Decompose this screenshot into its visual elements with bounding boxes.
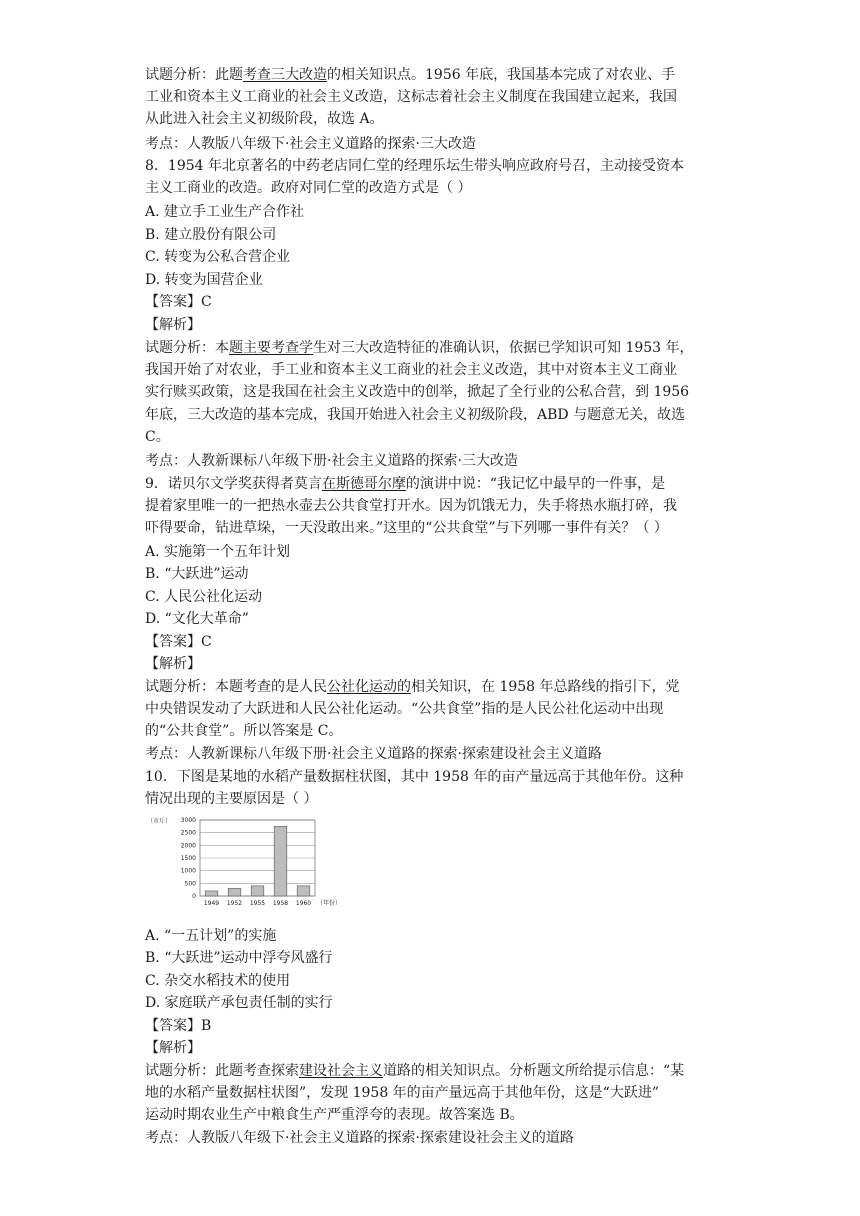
y-tick-label: 3000	[180, 817, 196, 824]
underlined-term: 题主要考查学	[229, 340, 313, 356]
bar-1949	[205, 891, 218, 896]
underlined-term: 在斯德哥尔摩	[321, 476, 406, 492]
q10-kaodian: 考点：人教版八年级下·社会主义道路的探索·探索建设社会主义的道路	[145, 1130, 574, 1146]
q10-option-b: B. “大跃进”运动中浮夸风盛行	[145, 950, 333, 966]
q8-option-b: B. 建立股份有限公司	[145, 227, 277, 243]
x-tick-label: 1958	[272, 900, 289, 907]
q7-analysis-line-1: 试题分析：此题考查三大改造的相关知识点。1956 年底，我国基本完成了对农业、手	[145, 67, 676, 83]
q9-option-b: B. “大跃进”运动	[145, 566, 249, 582]
q9-option-c: C. 人民公社化运动	[145, 589, 263, 605]
q9-analysis-line-1: 试题分析：本题考查的是人民公社化运动的相关知识，在 1958 年总路线的指引下，党	[145, 679, 680, 695]
q9-option-a: A. 实施第一个五年计划	[145, 544, 291, 560]
q10-analysis-line-3: 运动时期农业生产中粮食生产严重浮夸的表现。故答案选 B。	[145, 1107, 524, 1123]
underlined-term: 考查三大改造	[243, 67, 327, 83]
x-tick-label: 1960	[295, 900, 312, 907]
y-tick-label: 500	[184, 880, 196, 888]
q10-option-c: C. 杂交水稻技术的使用	[145, 973, 291, 989]
q7-analysis-line-2: 工业和资本主义工商业的社会主义改造，这标志着社会主义制度在我国建立起来，我国	[145, 89, 677, 105]
y-tick-label: 0	[192, 893, 196, 900]
bar-1960	[297, 886, 310, 896]
q8-answer: 【答案】C	[145, 294, 212, 310]
q9-kaodian: 考点：人教新课标八年级下册·社会主义道路的探索·探索建设社会主义道路	[145, 746, 602, 762]
q9-analysis-line-2: 中央错误发动了大跃进和人民公社化运动。“公共食堂”指的是人民公社化运动中出现	[145, 701, 664, 717]
q8-analysis-line-2: 我国开始了对农业，手工业和资本主义工商业的社会主义改造，其中对资本主义工商业	[145, 362, 677, 378]
bar-1955	[251, 886, 264, 896]
x-axis-label: （年份）	[317, 900, 341, 907]
q8-analysis-line-1: 试题分析：本题主要考查学生对三大改造特征的准确认识，依据已学知识可知 1953 年，	[145, 340, 694, 356]
y-tick-label: 2500	[180, 829, 196, 837]
underlined-term: 建设社会主义	[299, 1063, 383, 1079]
x-tick-label: 1952	[226, 900, 243, 907]
q10-option-a: A. “一五计划”的实施	[145, 928, 277, 944]
q9-answer: 【答案】C	[145, 634, 212, 650]
q10-answer: 【答案】B	[145, 1018, 212, 1034]
q10-stem-line-2: 情况出现的主要原因是（ ）	[145, 791, 318, 807]
underlined-term: 公社化运动的	[327, 679, 411, 695]
q8-analysis-heading: 【解析】	[145, 317, 201, 333]
q10-analysis-line-2: 地的水稻产量数据柱状图”，发现 1958 年的亩产量远高于其他年份，这是“大跃进”	[145, 1085, 659, 1101]
x-tick-label: 1949	[203, 900, 220, 907]
y-tick-label: 1500	[180, 855, 196, 862]
y-axis-label: （市斤）	[147, 818, 172, 825]
q9-stem-line-2: 提着家里唯一的一把热水壶去公共食堂打开水。因为饥饿无力，失手将热水瓶打碎，我	[145, 498, 677, 514]
q8-analysis-line-4: 年底，三大改造的基本完成，我国开始进入社会主义初级阶段，ABD 与题意无关，故选	[145, 407, 686, 423]
q8-kaodian: 考点：人教新课标八年级下册·社会主义道路的探索·三大改造	[145, 453, 518, 469]
x-tick-label: 1955	[249, 900, 266, 907]
q8-analysis-line-3: 实行赎买政策，这是我国在社会主义改造中的创举，掀起了全行业的公私合营，到 1956	[145, 384, 690, 400]
q10-option-d: D. 家庭联产承包责任制的实行	[145, 995, 333, 1011]
q7-analysis-line-3: 从此进入社会主义初级阶段，故选 A。	[145, 111, 384, 127]
q9-stem-line-3: 吓得要命，钻进草垛，一天没敢出来。”这里的“公共食堂”与下列哪一事件有关？（ ）	[145, 520, 668, 536]
q10-analysis-line-1: 试题分析：此题考查探索建设社会主义道路的相关知识点。分析题文所给提示信息：“某	[145, 1063, 685, 1079]
q7-kaodian: 考点：人教版八年级下·社会主义道路的探索·三大改造	[145, 136, 476, 152]
rice-yield-bar-chart	[145, 814, 341, 914]
q9-analysis-line-3: 的“公共食堂”。所以答案是 C。	[145, 723, 343, 739]
q8-stem-line-1: 8．1954 年北京著名的中药老店同仁堂的经理乐坛生带头响应政府号召，主动接受资本	[145, 158, 684, 174]
q8-analysis-line-5: C。	[145, 429, 170, 445]
q8-option-a: A. 建立手工业生产合作社	[145, 204, 305, 220]
q9-stem-line-1: 9．诺贝尔文学奖获得者莫言在斯德哥尔摩的演讲中说：“我记忆中最早的一件事，是	[145, 476, 666, 492]
y-tick-label: 1000	[180, 867, 196, 875]
bar-1958	[274, 826, 287, 896]
q8-option-d: D. 转变为国营企业	[145, 272, 263, 288]
q10-analysis-heading: 【解析】	[145, 1040, 201, 1056]
q10-stem-line-1: 10．下图是某地的水稻产量数据柱状图，其中 1958 年的亩产量远高于其他年份。这种	[145, 769, 684, 785]
q8-option-c: C. 转变为公私合营企业	[145, 249, 291, 265]
q9-analysis-heading: 【解析】	[145, 656, 201, 672]
q8-stem-line-2: 主义工商业的改造。政府对同仁堂的改造方式是（ ）	[145, 180, 472, 196]
y-tick-label: 2000	[180, 842, 196, 850]
bar-1952	[228, 888, 241, 896]
q9-option-d: D. “文化大革命”	[145, 611, 249, 627]
